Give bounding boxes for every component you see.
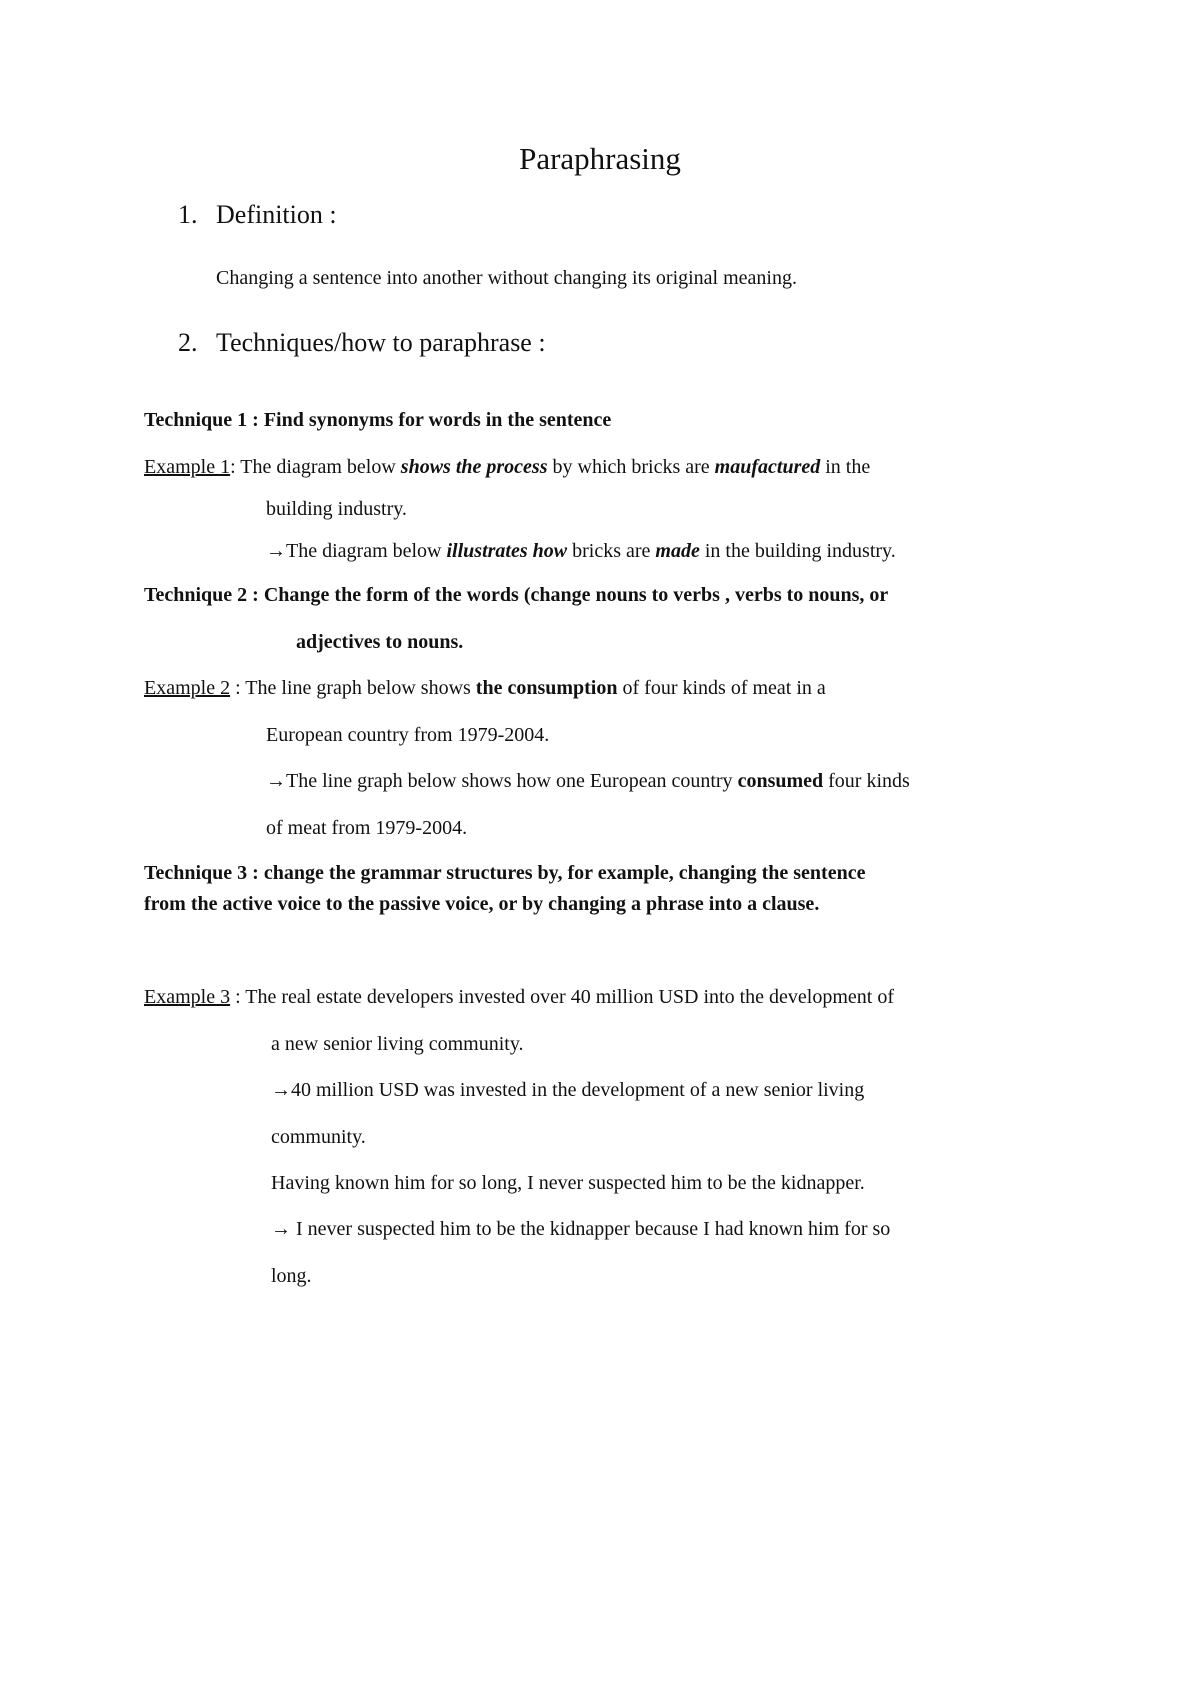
example-1-line-1 <box>144 456 870 479</box>
example-2-paraphrase-line-2: of meat from 1979-2004. <box>266 817 468 839</box>
paraphrase-1-text-c: bricks are <box>567 540 656 562</box>
paraphrase-2-emph: consumed <box>737 770 824 792</box>
example-3-label: Example 3 <box>144 986 231 1008</box>
definition-text: Changing a sentence into another without changing its original meaning. <box>216 267 797 289</box>
example-1-text-e: in the <box>820 456 871 478</box>
example-1-text-c: by which bricks are <box>547 456 715 478</box>
paraphrase-1-text-a: →The diagram below <box>266 540 447 562</box>
paraphrase-1-text-e: in the building industry. <box>699 540 896 562</box>
example-1-line-2: building industry. <box>266 498 407 520</box>
example-3-line-1 <box>144 986 894 1009</box>
example-3-text: : The real estate developers invested over 40 million USD into the development of <box>230 986 894 1008</box>
example-3-paraphrase-2-line-2: long. <box>271 1265 312 1287</box>
paraphrase-2-text-a: →The line graph below shows how one European country <box>266 770 738 792</box>
example-1-text-a: : The diagram below <box>230 456 401 478</box>
paraphrase-2-text-c: four kinds <box>823 770 910 792</box>
example-2-text-c: of four kinds of meat in a <box>617 677 826 699</box>
technique-1-heading: Technique 1 : Find synonyms for words in the sentence <box>144 409 612 431</box>
example-3-line-2: a new senior living community. <box>271 1033 524 1055</box>
example-2-line-1 <box>144 677 826 700</box>
paraphrase-1-emph-a: illustrates how <box>446 540 568 562</box>
example-2-text-a: : The line graph below shows <box>230 677 476 699</box>
section-1-heading: Definition : <box>216 200 337 229</box>
example-2-label: Example 2 <box>144 677 231 699</box>
example-2-paraphrase-line-1 <box>266 770 910 793</box>
page-title: Paraphrasing <box>519 141 681 176</box>
technique-2-heading-line-1: Technique 2 : Change the form of the words (change nouns to verbs , verbs to nouns, or <box>144 584 889 606</box>
example-1-emph-a: shows the process <box>400 456 548 478</box>
section-2-number: 2. <box>178 328 198 357</box>
example-3-paraphrase-1-line-1: →40 million USD was invested in the development of a new senior living <box>271 1079 865 1101</box>
example-1-emph-b: maufactured <box>714 456 821 478</box>
technique-3-heading-line-1: Technique 3 : change the grammar structures by, for example, changing the sentence <box>144 862 866 884</box>
example-1-label: Example 1 <box>144 456 231 478</box>
example-2-emph: the consumption <box>475 677 618 699</box>
example-3-paraphrase-1-line-2: community. <box>271 1126 366 1148</box>
example-2-line-2: European country from 1979-2004. <box>266 724 550 746</box>
example-3b-sentence: Having known him for so long, I never suspected him to be the kidnapper. <box>271 1172 865 1194</box>
section-2-heading: Techniques/how to paraphrase : <box>216 328 546 357</box>
technique-2-heading-line-2: adjectives to nouns. <box>296 631 464 653</box>
section-1-number: 1. <box>178 200 198 229</box>
technique-3-heading-line-2: from the active voice to the passive voice, or by changing a phrase into a clause. <box>144 893 820 915</box>
paraphrase-1-emph-b: made <box>655 540 700 562</box>
example-3-paraphrase-2-line-1: → I never suspected him to be the kidnapper because I had known him for so <box>271 1218 891 1240</box>
example-1-paraphrase <box>266 540 896 563</box>
